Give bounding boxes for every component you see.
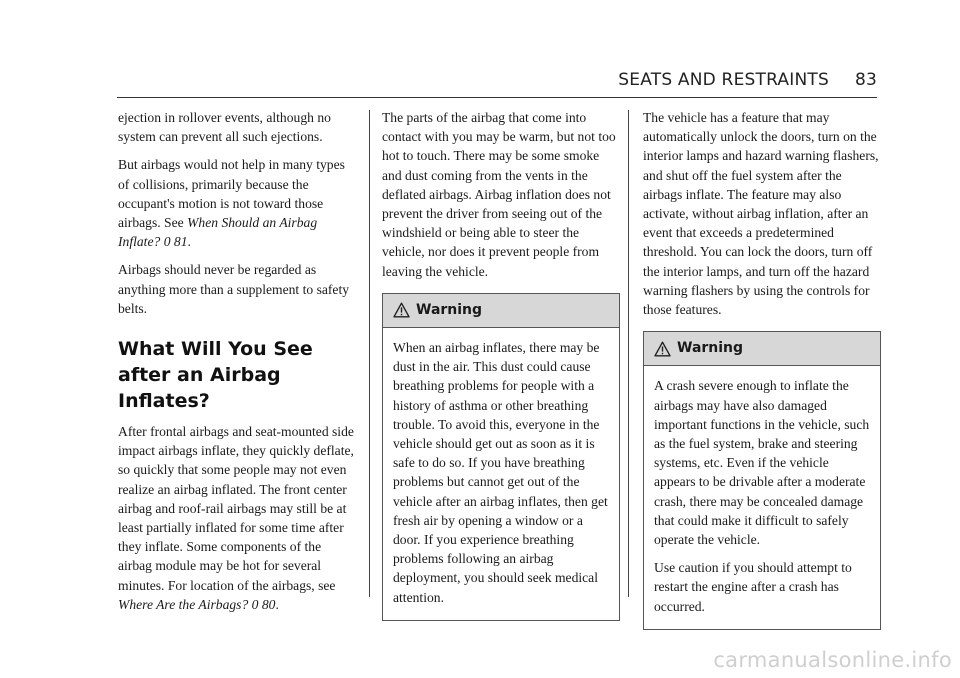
warning-triangle-icon	[393, 302, 410, 318]
warning-triangle-icon	[654, 341, 671, 357]
column-divider	[628, 110, 629, 597]
page-header	[600, 70, 877, 90]
warning-text: Use caution if you should attempt to restart the engine after a crash has occurred.	[654, 560, 852, 614]
paragraph: The vehicle has a feature that may automatically unlock the doors, turn on the interior lamps and hazard warning flashers, and shut off the fuel system after the airbags inflate. The feature may also activate, without airbag inflation, after an event that exceeds a predetermined threshold. You can lock the doors, turn off the interior lamps, and turn off the hazard warning flashers by using the controls for those features.	[643, 110, 879, 318]
column-2	[382, 108, 620, 621]
page-number: 83	[854, 70, 877, 90]
warning-text: A crash severe enough to inflate the airbags may have also damaged important functions in the vehicle, such as the fuel system, brake and steering systems, etc. Even if the vehicle appears to be drivable after a moderate crash, there may be concealed damage that could make it difficult to safely operate the vehicle.	[654, 378, 870, 548]
column-3	[643, 108, 881, 630]
cross-reference-link[interactable]: Where Are the Airbags? 0 80	[118, 596, 276, 612]
header-rule	[117, 97, 877, 98]
warning-title: Warning	[677, 340, 744, 357]
paragraph: ejection in rollover events, although no system can prevent all such ejections.	[118, 110, 331, 145]
warning-box	[382, 293, 620, 621]
section-heading: What Will You See after an Airbag Inflates?	[118, 338, 313, 413]
paragraph: After frontal airbags and seat-mounted side impact airbags inflate, they quickly deflate, so quickly that some people may not even realize an airbag inflated. The front center airbag and roof-rail airbags may still be at least partially inflated for some time after they inflate. Some components of the airbag module may be hot for several minutes. For location of the airbags, see Where Are the Airbags? 0 80.	[118, 424, 354, 612]
page-ref-symbol: 0	[251, 596, 259, 612]
warning-text: When an airbag inflates, there may be dust in the air. This dust could cause breathing problems for people with a history of asthma or other breathing trouble. To avoid this, everyone in the vehicle should get out as soon as it is safe to do so. If you have breathing problems but cannot get out of the vehicle after an airbag inflates, then get fresh air by opening a window or a door. If you experience breathing problems following an airbag deployment, you should seek medical attention.	[393, 340, 608, 605]
warning-header	[383, 294, 619, 328]
watermark: carmanualsonline.info	[713, 648, 952, 672]
section-title: SEATS AND RESTRAINTS	[618, 70, 829, 90]
warning-title: Warning	[416, 301, 483, 318]
column-1	[118, 108, 356, 623]
paragraph: Airbags should never be regarded as anything more than a supplement to safety belts.	[118, 262, 350, 316]
paragraph: But airbags would not help in many types of collisions, primarily because the occupant's motion is not toward those airbags. See When Should an Airbag Inflate? 0 81.	[118, 157, 345, 250]
cross-reference-link[interactable]: When Should an Airbag Inflate? 0 81	[118, 215, 318, 250]
column-divider	[369, 110, 370, 597]
warning-body	[383, 328, 619, 620]
paragraph: The parts of the airbag that come into contact with you may be warm, but not too hot to touch. There may be some smoke and dust coming from the vents in the deflated airbags. Airbag inflation does not prevent the driver from seeing out of the windshield or being able to steer the vehicle, nor does it prevent people from leaving the vehicle.	[382, 110, 616, 279]
warning-body	[644, 366, 880, 628]
warning-header	[644, 332, 880, 366]
page-ref-symbol: 0	[163, 234, 171, 250]
warning-box	[643, 331, 881, 630]
